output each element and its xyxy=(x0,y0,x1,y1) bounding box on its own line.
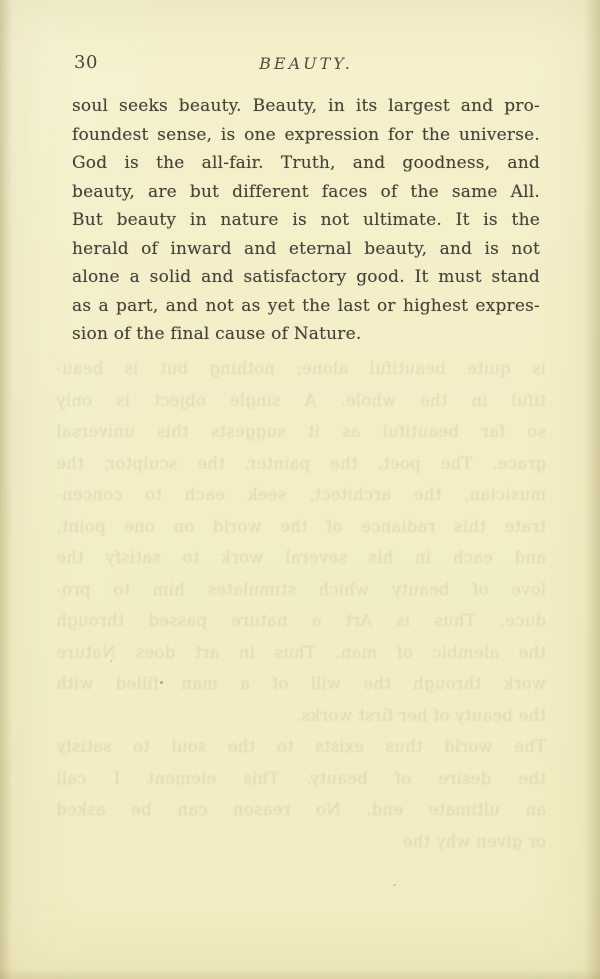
page-number: 30 xyxy=(74,52,98,73)
text-line: soul seeks beauty. Beauty, in its largest and pro- xyxy=(72,96,540,116)
ghost-text-line: is quite beautiful alone; nothing but is beau- xyxy=(56,359,546,378)
ghost-text-line: love of beauty which stimulates him to pro- xyxy=(56,579,546,599)
ghost-text-line: trate this radiance of the world on one point, xyxy=(56,516,546,536)
ghost-text-line: and each in his several work to satisfy the xyxy=(56,548,546,567)
paper-speck xyxy=(393,884,396,886)
text-line: beauty, are but different faces of the same All. xyxy=(72,181,540,202)
paper-speck xyxy=(160,681,163,684)
ghost-text-line: duce. Thus is Art a nature passed through xyxy=(56,611,546,630)
running-header xyxy=(72,52,540,78)
ghost-text-line: work through the will of a man filled with xyxy=(56,674,546,693)
page-left-edge-shadow xyxy=(0,0,12,979)
text-line: But beauty in nature is not ultimate. It is the xyxy=(72,210,540,230)
text-line: alone a solid and satisfactory good. It must stand xyxy=(72,267,540,287)
ghost-text-line: or given why the xyxy=(402,831,546,851)
chapter-running-head: BEAUTY. xyxy=(259,54,353,73)
ghost-text-line: tiful in the whole. A single object is only xyxy=(56,390,546,410)
ghost-text-line: the desire of beauty. This element I call xyxy=(56,768,546,788)
text-line: as a part, and not as yet the last or highest expres- xyxy=(72,295,540,316)
ghost-text-line: The world thus exists to the soul to satisfy xyxy=(56,737,546,756)
ghost-text-line: musician, the architect, seek each to concen- xyxy=(56,485,546,504)
body-paragraph xyxy=(72,92,540,349)
text-line: sion of the final cause of Nature. xyxy=(72,324,362,344)
text-line: herald of inward and eternal beauty, and is not xyxy=(72,238,540,259)
paper-speck xyxy=(110,660,112,662)
page-right-edge-shadow xyxy=(584,0,600,979)
ghost-text-line: grace. The poet, the painter, the sculptor, the xyxy=(56,453,546,473)
ghost-text-line: an ultimate end. No reason can be asked xyxy=(56,800,546,819)
page-bottom-edge-shadow xyxy=(0,969,600,979)
text-line: foundest sense, is one expression for the universe. xyxy=(72,124,540,145)
ghost-text-line: the beauty of her first works. xyxy=(295,705,546,725)
reverse-page-bleedthrough xyxy=(56,353,546,857)
ghost-text-line: so far beautiful as it suggests this universal xyxy=(56,422,546,441)
text-line: God is the all-fair. Truth, and goodness, and xyxy=(72,153,540,173)
ghost-text-line: the alembic of man. Thus in art does Nature xyxy=(56,642,546,662)
